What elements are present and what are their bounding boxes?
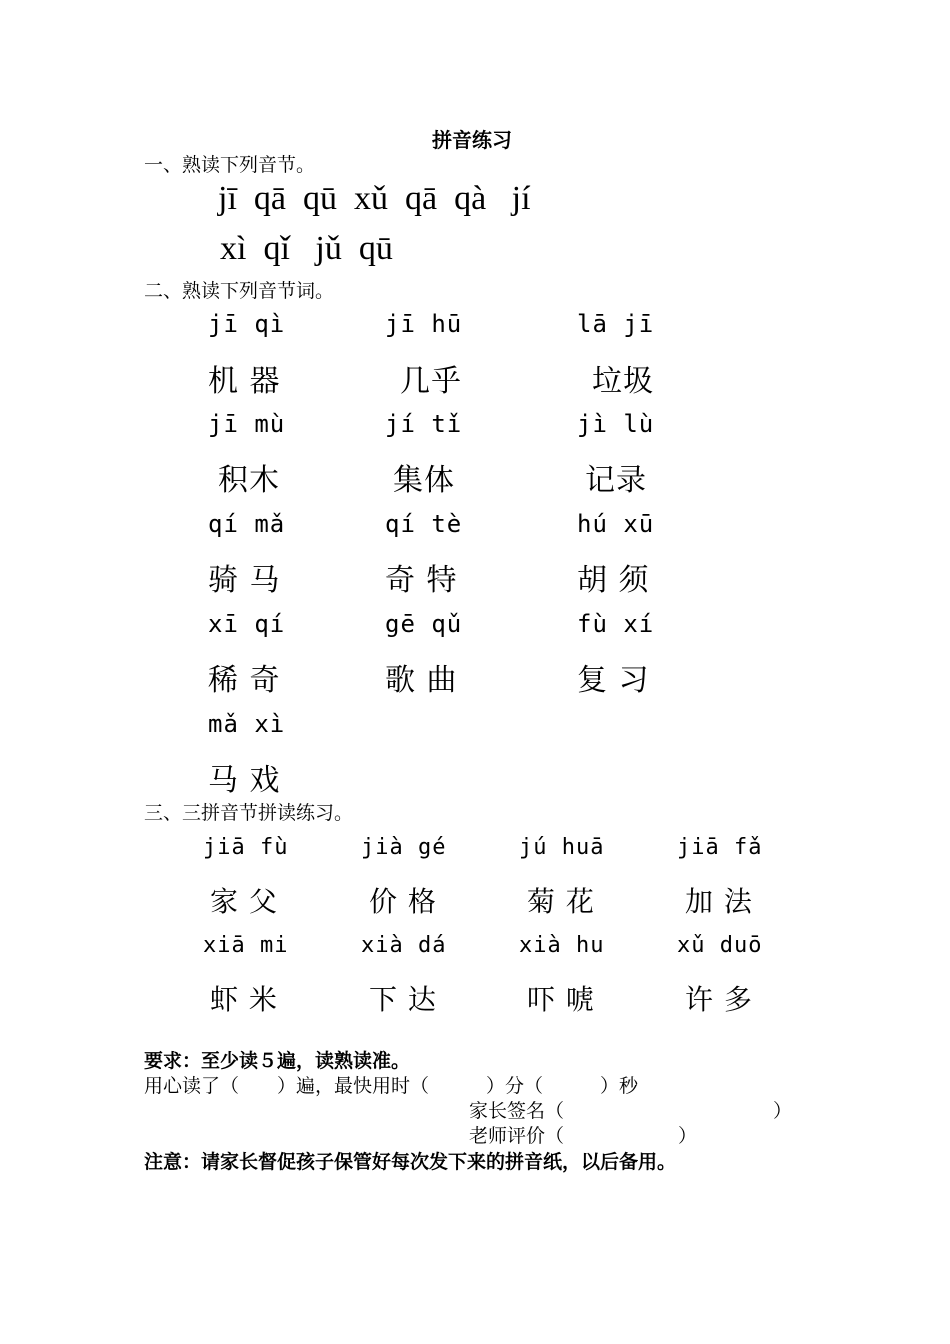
word-hanzi: 胡 须: [577, 563, 650, 598]
page-title: 拼音练习: [432, 128, 512, 152]
word-pinyin: jī mù: [208, 410, 286, 438]
word-hanzi: 积木: [218, 463, 280, 498]
section-3-heading: 三、三拼音节拼读练习。: [144, 802, 354, 824]
word-pinyin: lā jī: [577, 310, 655, 338]
word-pinyin: jú huā: [519, 835, 605, 860]
word-hanzi: 吓 唬: [527, 983, 595, 1016]
word-pinyin: jì lù: [577, 410, 655, 438]
word-pinyin: xià hu: [519, 933, 605, 958]
word-pinyin: qí mǎ: [208, 510, 286, 538]
word-hanzi: 集体: [393, 463, 455, 498]
section-1-heading: 一、熟读下列音节。: [144, 154, 316, 176]
word-hanzi: 加 法: [685, 885, 753, 918]
requirement-text: 要求：至少读５遍，读熟读准。: [144, 1050, 411, 1072]
word-pinyin: jiā fǎ: [677, 835, 763, 860]
word-hanzi: 虾 米: [210, 983, 278, 1016]
word-pinyin: xiā mi: [203, 933, 289, 958]
word-hanzi: 奇 特: [385, 563, 458, 598]
word-pinyin: fù xí: [577, 610, 655, 638]
word-hanzi: 垃圾: [592, 364, 654, 399]
section-2-heading: 二、熟读下列音节词。: [144, 280, 335, 302]
word-pinyin: xī qí: [208, 610, 286, 638]
word-pinyin: jiā fù: [203, 835, 289, 860]
word-pinyin: jià gé: [361, 835, 447, 860]
word-pinyin: jí tǐ: [385, 410, 463, 438]
teacher-evaluation-line: 老师评价（ ）: [469, 1125, 698, 1147]
reading-record-line: 用心读了（ ）遍，最快用时（ ）分（ ）秒: [144, 1075, 639, 1097]
word-pinyin: qí tè: [385, 510, 463, 538]
word-hanzi: 许 多: [685, 983, 753, 1016]
word-pinyin: xià dá: [361, 933, 447, 958]
word-hanzi: 歌 曲: [385, 663, 458, 698]
word-hanzi: 价 格: [369, 885, 437, 918]
note-text: 注意：请家长督促孩子保管好每次发下来的拼音纸，以后备用。: [144, 1151, 677, 1173]
syllable-row-2: xì qǐ jǔ qū: [220, 230, 393, 267]
word-hanzi: 骑 马: [208, 563, 281, 598]
word-hanzi: 机 器: [208, 364, 281, 399]
word-hanzi: 马 戏: [208, 763, 281, 798]
syllable-row-1: jī qā qū xǔ qā qà jí: [218, 180, 531, 217]
word-hanzi: 家 父: [210, 885, 278, 918]
word-pinyin: jī hū: [385, 310, 463, 338]
word-pinyin: xǔ duō: [677, 933, 763, 958]
word-hanzi: 菊 花: [527, 885, 595, 918]
word-pinyin: gē qǔ: [385, 610, 463, 638]
word-pinyin: jī qì: [208, 310, 286, 338]
word-hanzi: 几乎: [400, 364, 462, 399]
word-hanzi: 记录: [585, 463, 647, 498]
word-hanzi: 下 达: [369, 983, 437, 1016]
parent-signature-line: 家长签名（ ）: [469, 1100, 793, 1122]
word-hanzi: 稀 奇: [208, 663, 281, 698]
word-hanzi: 复 习: [577, 663, 650, 698]
word-pinyin: mǎ xì: [208, 710, 286, 738]
word-pinyin: hú xū: [577, 510, 655, 538]
